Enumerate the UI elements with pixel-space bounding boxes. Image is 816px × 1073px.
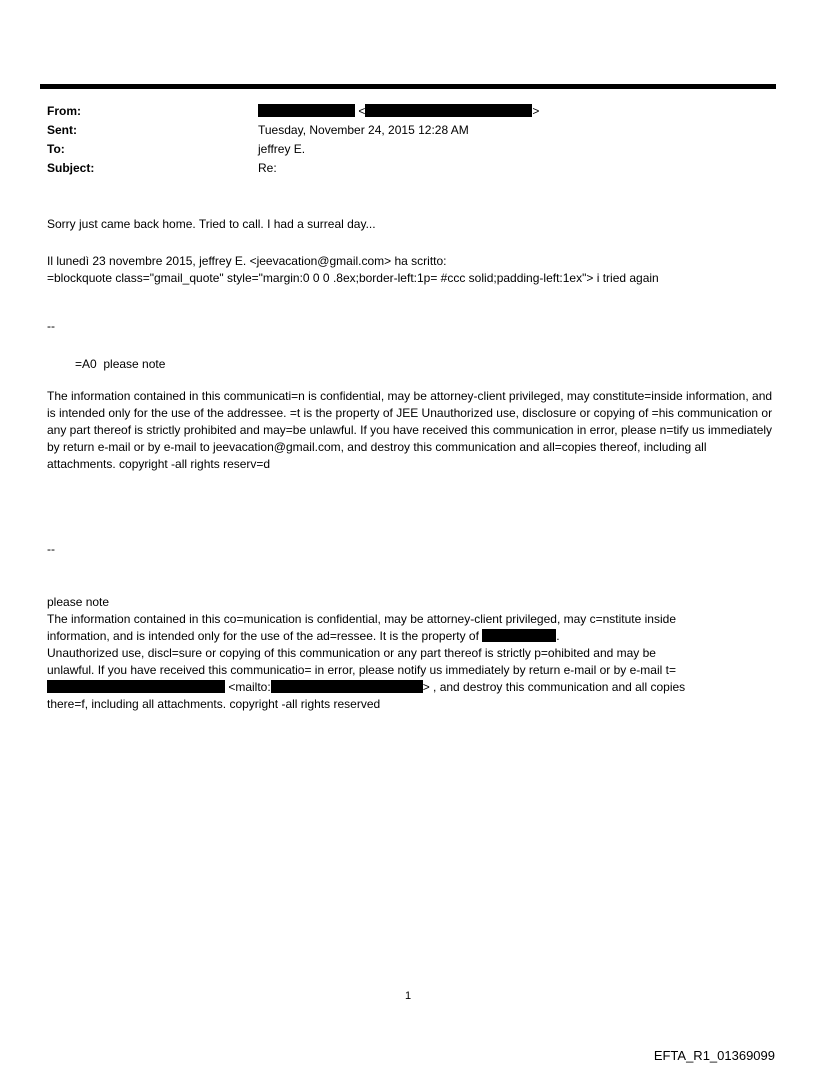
signature-separator-1: -- xyxy=(47,319,55,333)
text-segment: <mailto: xyxy=(225,680,271,694)
quoted-reply-block xyxy=(47,253,773,287)
redaction-bar xyxy=(258,104,355,117)
email-body xyxy=(47,216,773,713)
header-row-from xyxy=(47,102,773,121)
sent-value: Tuesday, November 24, 2015 12:28 AM xyxy=(258,123,469,137)
text-segment: . xyxy=(556,629,560,643)
quote-header-line: Il lunedì 23 novembre 2015, jeffrey E. <jeevacation@gmail.com> ha scritto: xyxy=(47,254,447,268)
redaction-bar xyxy=(482,629,556,642)
header-divider-rule xyxy=(40,84,776,89)
page-number: 1 xyxy=(404,990,412,1002)
please-note-line-2: please note xyxy=(47,595,110,609)
quote-html-fragment-line: =blockquote class="gmail_quote" style="margin:0 0 0 .8ex;border-left:1p= #ccc solid;padding-left:1ex"> i tried again xyxy=(47,271,659,285)
signature-separator-2: -- xyxy=(47,542,55,556)
sent-label: Sent: xyxy=(47,123,77,137)
text-segment: information, and is intended only for the use of the ad=ressee. It is the property of xyxy=(47,629,483,643)
disclaimer2-line-4: unlawful. If you have received this communicatio= in error, please notify us immediately by return e-mail or by e-mail t= xyxy=(47,663,676,677)
subject-value: Re: xyxy=(258,161,277,175)
disclaimer2-line-3: Unauthorized use, discl=sure or copying of this communication or any part thereof is strictly p=ohibited and may be xyxy=(47,646,656,660)
redaction-bar xyxy=(365,104,532,117)
opening-line: Sorry just came back home. Tried to call. I had a surreal day... xyxy=(47,217,376,231)
subject-label: Subject: xyxy=(47,161,95,175)
from-value xyxy=(258,102,773,121)
email-header xyxy=(47,102,773,178)
bracket-open: < xyxy=(358,104,366,118)
disclaimer2-line-6: there=f, including all attachments. copyright -all rights reserved xyxy=(47,697,381,711)
from-label: From: xyxy=(47,104,81,118)
please-note-line-1: =A0 please note xyxy=(75,357,166,371)
redaction-bar xyxy=(271,680,423,693)
to-label: To: xyxy=(47,142,65,156)
bracket-close: > xyxy=(532,104,540,118)
header-row-subject xyxy=(47,159,773,178)
disclaimer2-line-2 xyxy=(47,628,773,645)
disclaimer-paragraph-1: The information contained in this communicati=n is confidential, may be attorney-client privileged, may constitute=inside information, and is intended only for the use of the addressee. =t is the property of JEE Unauthorized use, disclosure or copying of =his communication or any part thereof is strictly prohibited and may=be unlawful. If you have received this communication in error, please n=tify us immediately by return e-mail or by e-mail to jeevacation@gmail.com, and destroy this communication and all=copies thereof, including all attachments. copyright -all rights reserv=d xyxy=(47,389,773,471)
disclaimer-paragraph-2 xyxy=(47,611,773,713)
to-value: jeffrey E. xyxy=(258,142,306,156)
redaction-bar xyxy=(47,680,225,693)
disclaimer2-line-5 xyxy=(47,679,773,696)
disclaimer2-line-1: The information contained in this co=munication is confidential, may be attorney-client privileged, may c=nstitute inside xyxy=(47,612,676,626)
header-row-to xyxy=(47,140,773,159)
bates-number: EFTA_R1_01369099 xyxy=(653,1048,775,1063)
text-segment: > , and destroy this communication and all copies xyxy=(422,680,686,694)
header-row-sent xyxy=(47,121,773,140)
